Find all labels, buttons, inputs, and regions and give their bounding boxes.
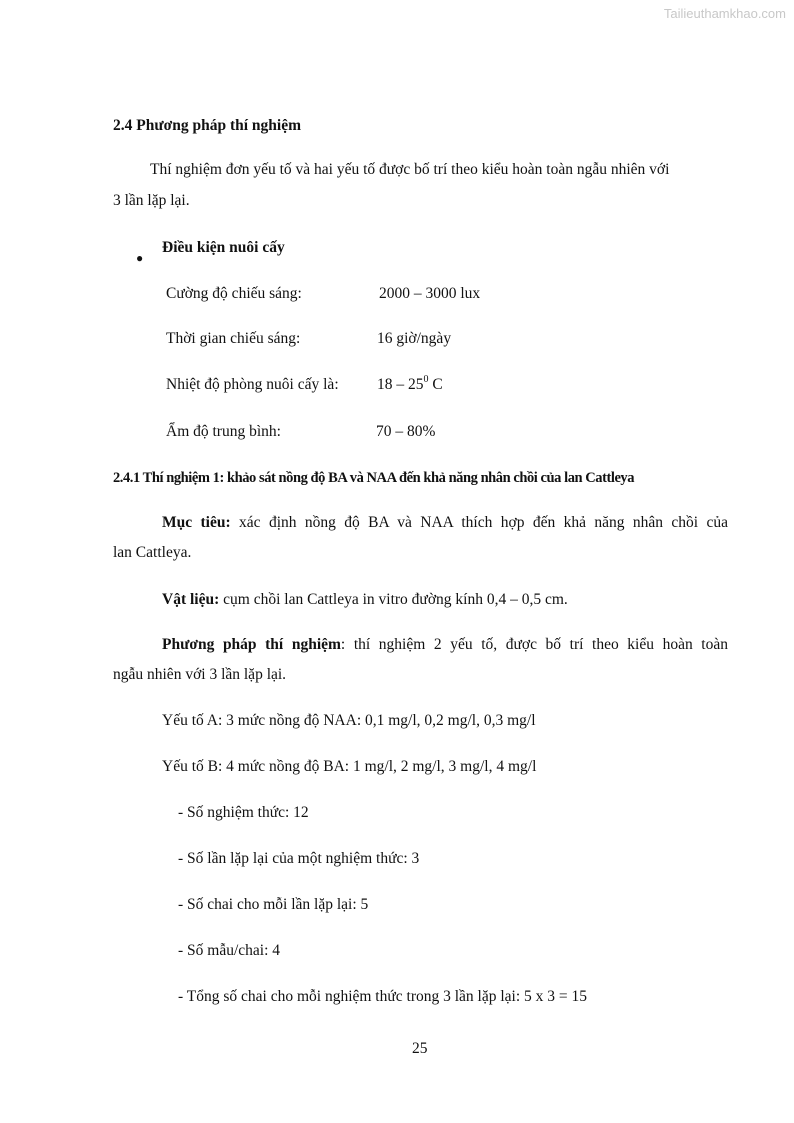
page-number: 25 [412,1040,428,1057]
condition-value: 70 – 80% [376,423,436,440]
detail-item: - Số nghiệm thức: 12 [178,804,309,821]
factor-b: Yếu tố B: 4 mức nồng độ BA: 1 mg/l, 2 mg/l, 3 mg/l, 4 mg/l [162,758,537,775]
detail-item: - Tổng số chai cho mỗi nghiệm thức trong 3 lần lặp lại: 5 x 3 = 15 [178,988,588,1005]
material-label: Vật liệu: [162,591,220,608]
section-heading: 2.4 Phương pháp thí nghiệm [113,117,302,134]
intro-line-1: Thí nghiệm đơn yếu tố và hai yếu tố được bố trí theo kiểu hoàn toàn ngẫu nhiên với [150,161,670,178]
detail-item: - Số lần lặp lại của một nghiệm thức: 3 [178,850,420,867]
condition-value: 2000 – 3000 lux [379,285,481,302]
watermark: Tailieuthamkhao.com [663,6,786,21]
material-text: cụm chồi lan Cattleya in vitro đường kính 0,4 – 0,5 cm. [219,591,568,608]
method-text: : thí nghiệm 2 yếu tố, được bố trí theo kiểu hoàn toàn [340,636,728,653]
detail-item: - Số mẫu/chai: 4 [178,942,281,959]
method-line-2: ngẫu nhiên với 3 lần lặp lại. [113,666,287,683]
objective-label: Mục tiêu: [162,514,231,531]
objective-line-2: lan Cattleya. [113,544,192,561]
temperature-unit: C [428,376,443,393]
condition-label: Nhiệt độ phòng nuôi cấy là: [166,376,339,393]
experiment-1-heading: 2.4.1 Thí nghiệm 1: khảo sát nồng độ BA và NAA đến khả năng nhân chồi của lan Cattleya [113,470,635,486]
conditions-heading: Điều kiện nuôi cấy [162,239,285,256]
condition-value [377,375,443,395]
bullet-icon: ● [136,251,144,265]
objective-line-1 [162,513,728,533]
detail-item: - Số chai cho mỗi lần lặp lại: 5 [178,896,369,913]
objective-text: xác định nồng độ BA và NAA thích hợp đến khả năng nhân chồi của [230,514,728,531]
condition-label: Ẩm độ trung bình: [166,423,281,440]
degree-superscript: 0 [423,373,429,385]
condition-label: Thời gian chiếu sáng: [166,330,301,347]
method-label: Phương pháp thí nghiệm [162,636,341,653]
method-line-1 [162,635,728,655]
temperature-range: 18 – 25 [377,376,424,393]
condition-label: Cường độ chiếu sáng: [166,285,302,302]
material-line [162,590,568,610]
factor-a: Yếu tố A: 3 mức nồng độ NAA: 0,1 mg/l, 0,2 mg/l, 0,3 mg/l [162,712,536,729]
condition-value: 16 giờ/ngày [377,330,452,347]
intro-line-2: 3 lần lặp lại. [113,192,190,209]
